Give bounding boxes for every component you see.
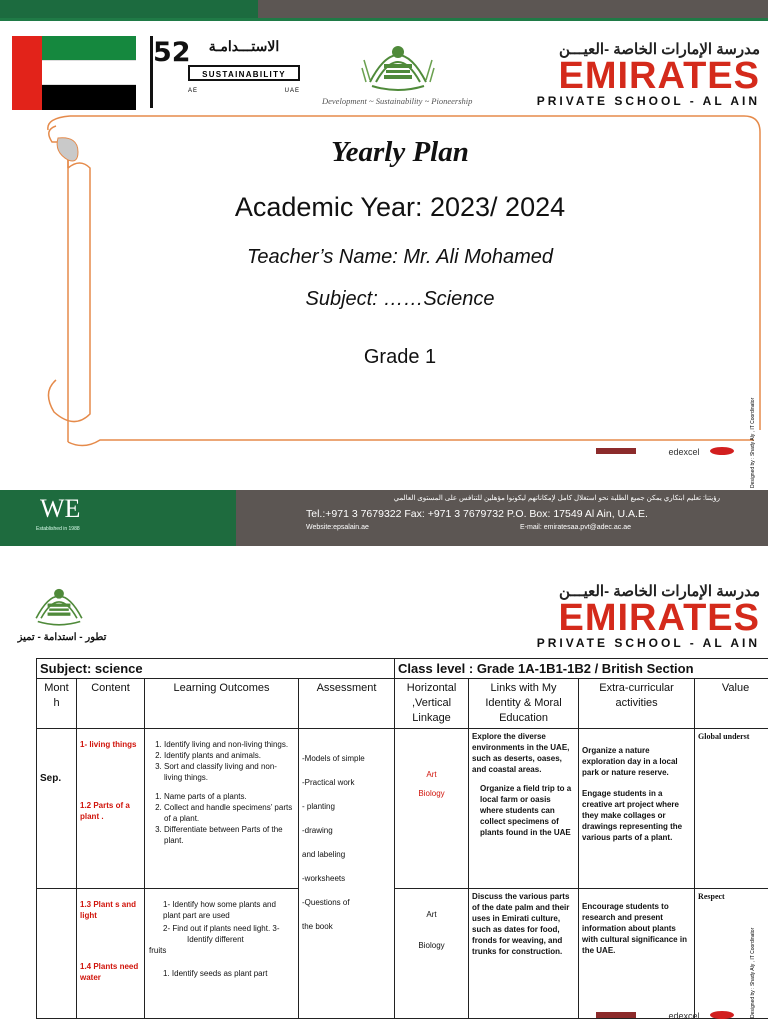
school-motto: Development ~ Sustainability ~ Pioneership <box>322 96 473 106</box>
subject-cell: Subject: science <box>37 659 395 679</box>
we-logo: WE <box>40 494 81 523</box>
yearly-plan-table <box>36 658 768 1019</box>
edexcel-logo: edexcel <box>596 442 756 460</box>
table-row <box>37 889 768 1019</box>
sustainability-number: 52 <box>150 36 179 108</box>
school-logo <box>524 40 760 108</box>
academic-year: Academic Year: 2023/ 2024 <box>234 192 566 222</box>
top-bar-line <box>0 18 768 21</box>
month-cell <box>37 889 77 1019</box>
cover-title: Yearly Plan <box>331 136 469 168</box>
content-cell: 1.3 Plant s and light 1.4 Plants need water <box>77 889 145 1019</box>
linkage-cell: Art Biology <box>395 729 469 889</box>
sustainability-english: SUSTAINABILITY <box>188 65 300 81</box>
class-level-cell: Class level : Grade 1A-1B1-1B2 / British Section <box>395 659 768 679</box>
identity-cell: Explore the diverse environments in the UAE, such as deserts, oases, and coastal areas. Organize a field trip to a local farm or oasis where students can collect specimens of plants found in the UAE <box>469 729 579 889</box>
school-subtitle: PRIVATE SCHOOL - AL AIN <box>536 636 760 650</box>
value-cell: Global underst <box>695 729 768 889</box>
subject-label: Subject: ……Science <box>305 288 495 310</box>
school-name: EMIRATES <box>558 597 760 639</box>
school-motto-arabic: تطور - استدامة - تميز <box>17 632 107 643</box>
school-name-arabic: مدرسة الإمارات الخاصة -العيـــن <box>559 583 760 600</box>
outcomes-cell: 1- Identify how some plants and plant part are used 2- Find out if plants need light. 3- Identify different fruits 1. Identify seeds as plant part <box>145 889 299 1019</box>
table-row <box>37 729 768 889</box>
school-emblem-icon <box>28 582 90 630</box>
outcomes-cell: 1. Identify living and non-living things. 2. Identify plants and animals. 3. Sort and classify living and non- living things. 1. Name parts of a plants. 2. Collect and handle specimens’ parts of a plant. 3. Differentiate between Parts of the plant. <box>145 729 299 889</box>
established-label: Established in 1988 <box>36 526 80 532</box>
school-logo <box>524 582 760 650</box>
month-cell: Sep. <box>37 729 77 889</box>
grade-label: Grade 1 <box>363 346 437 368</box>
school-name-arabic: مدرسة الإمارات الخاصة -العيـــن <box>559 41 760 58</box>
top-bar-gray <box>258 0 768 18</box>
column-header: Learning Outcomes <box>145 679 299 729</box>
column-header: Content <box>77 679 145 729</box>
column-header: Value <box>695 679 768 729</box>
sustainability-country: AE UAE <box>188 88 300 94</box>
column-header: Mont h <box>37 679 77 729</box>
school-subtitle: PRIVATE SCHOOL - AL AIN <box>536 94 760 108</box>
teacher-name: Teacher’s Name: Mr. Ali Mohamed <box>246 246 554 268</box>
sustainability-logo <box>148 36 303 108</box>
vision-arabic: رؤيتنا: تعليم ابتكاري يمكن جميع الطلبة نحو استغلال كامل لإمكاناتهم ليكونوا مؤهلين للتنافس على المستوى العالمي <box>393 495 720 502</box>
designer-credit: Designed by : Shady Aly , IT Coordinator <box>750 927 756 1018</box>
designer-credit: Designed by : Shady Aly , IT Coordinator <box>750 397 756 488</box>
column-header: Links with My Identity & Moral Education <box>469 679 579 729</box>
value-cell: Respect <box>695 889 768 1019</box>
column-header: Extra-curricular activities <box>579 679 695 729</box>
contact-email: E-mail: emiratesaa.pvt@adec.ac.ae <box>520 524 631 531</box>
identity-cell: Discuss the various parts of the date palm and their uses in Emirati culture, such as dates for food, fronds for weaving, and trunks for construction. <box>469 889 579 1019</box>
contact-website: Website:epsalain.ae <box>306 524 369 531</box>
uae-flag-icon <box>12 36 136 110</box>
assessment-cell: -Models of simple -Practical work - planting -drawing and labeling -worksheets -Questions of the book <box>299 729 395 1019</box>
school-emblem-icon <box>360 38 436 96</box>
content-cell: 1- living things 1.2 Parts of a plant . <box>77 729 145 889</box>
linkage-cell: Art Biology <box>395 889 469 1019</box>
extra-cell: Organize a nature exploration day in a local park or nature reserve. Engage students in a creative art project where they make collages or drawings representing the various parts of a plant. <box>579 729 695 889</box>
top-bar-green <box>0 0 258 18</box>
school-name: EMIRATES <box>558 55 760 97</box>
sustainability-arabic: الاستـــدامـة <box>208 38 280 54</box>
column-header: Assessment <box>299 679 395 729</box>
column-header: Horizontal ,Vertical Linkage <box>395 679 469 729</box>
edexcel-logo: edexcel <box>596 1006 756 1024</box>
contact-phone: Tel.:+971 3 7679322 Fax: +971 3 7679732 P.O. Box: 17549 Al Ain, U.A.E. <box>306 508 648 520</box>
extra-cell: Encourage students to research and present information about plants with cultural significance in the UAE. <box>579 889 695 1019</box>
